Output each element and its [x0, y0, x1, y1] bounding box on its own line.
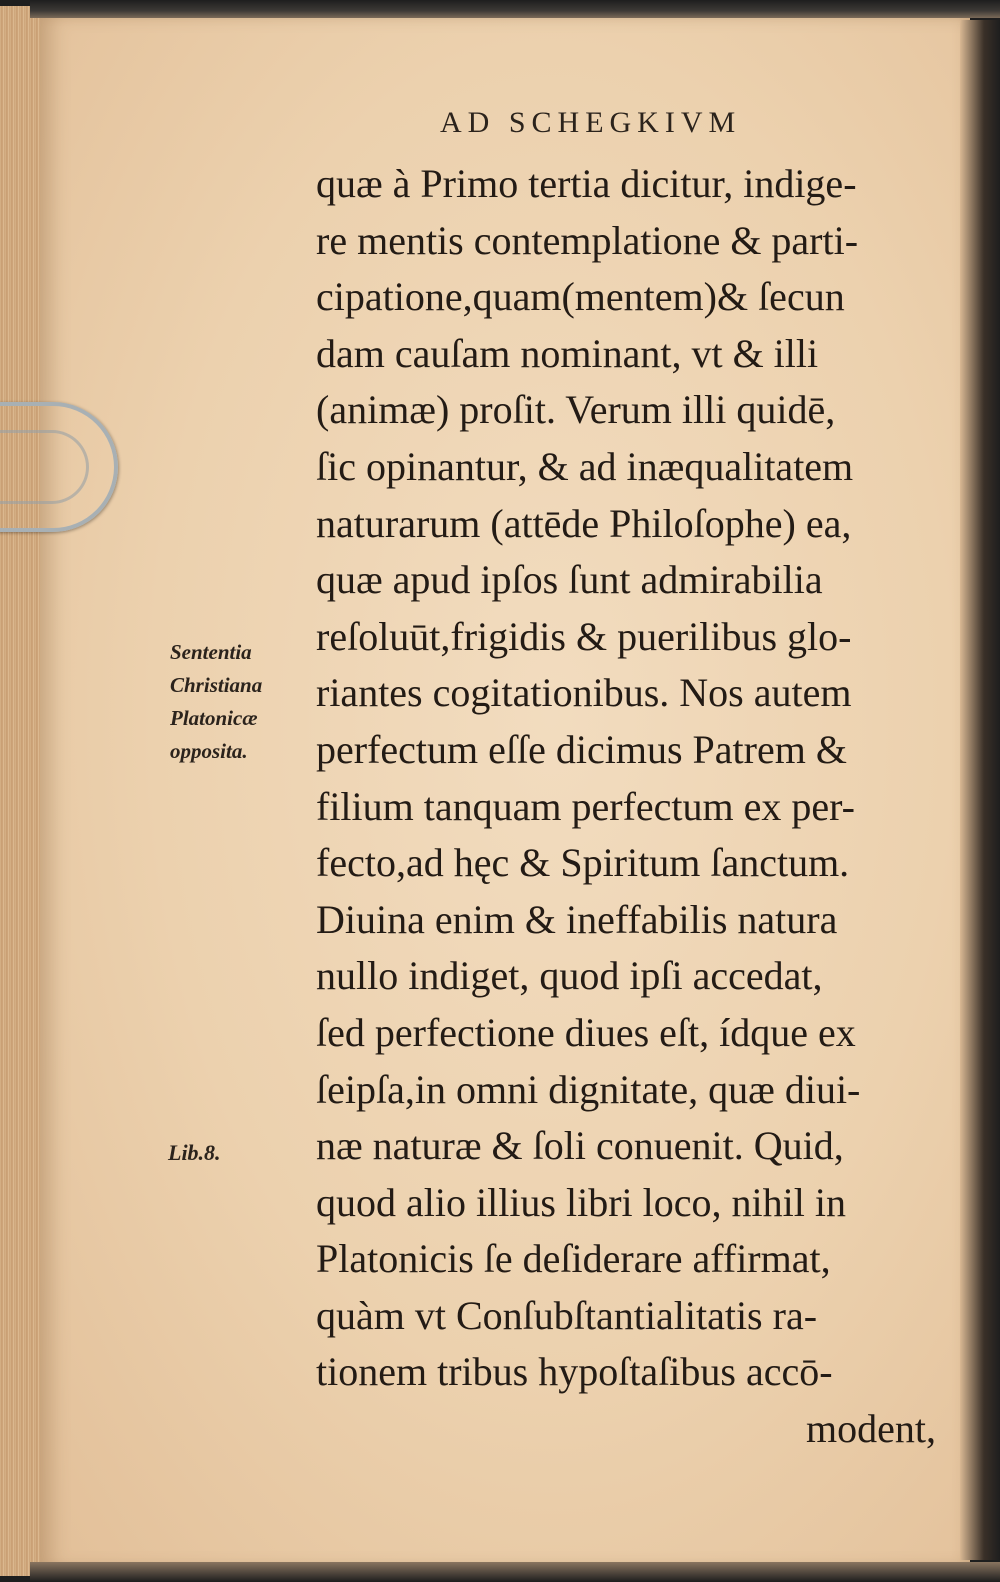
- text-line: dam cauſam nominant, vt & illi: [316, 330, 819, 376]
- text-line: quæ apud ipſos ſunt admirabilia: [316, 557, 823, 603]
- running-head: AD SCHEGKIVM: [440, 106, 742, 139]
- paper-clip-inner-loop: [0, 430, 89, 504]
- bottom-page-edge: [30, 1562, 1000, 1582]
- margin-note: [170, 636, 262, 768]
- margin-note-line: Platonicæ: [170, 706, 258, 730]
- margin-note-line: opposita.: [170, 739, 248, 763]
- text-line: naturarum (attēde Philoſophe) ea,: [316, 500, 852, 546]
- catchword-line: modent,: [806, 1406, 936, 1452]
- text-line: ſed perfectione diues eſt, ídque ex: [316, 1009, 856, 1055]
- text-line: quod alio illius libri loco, nihil in: [316, 1179, 846, 1225]
- text-line: Platonicis ſe deſiderare affirmat,: [316, 1236, 831, 1282]
- right-page-edge: [960, 20, 1000, 1560]
- text-line: nullo indiget, quod ipſi accedat,: [316, 953, 823, 999]
- text-line: reſoluūt,frigidis & puerilibus glo-: [316, 613, 852, 659]
- text-line: riantes cogitationibus. Nos autem: [316, 670, 852, 716]
- text-line: (animæ) proſit. Verum illi quidē,: [316, 387, 836, 433]
- text-line: quæ à Primo tertia dicitur, indige-: [316, 161, 857, 206]
- text-line: næ naturæ & ſoli conuenit. Quid,: [316, 1123, 844, 1169]
- top-page-edge: [30, 0, 1000, 18]
- margin-note-line: Christiana: [170, 673, 263, 697]
- text-line: ſic opinantur, & ad inæqualitatem: [316, 443, 854, 489]
- text-line: tionem tribus hypoſtaſibus accō-: [316, 1349, 833, 1395]
- text-line: Diuina enim & ineffabilis natura: [316, 896, 838, 942]
- text-line: perfectum eſſe dicimus Patrem &: [316, 726, 847, 772]
- text-line: fecto,ad hęc & Spiritum ſanctum.: [316, 840, 850, 886]
- text-line: cipatione,quam(mentem)& ſecun: [316, 274, 845, 320]
- margin-reference: Lib.8.: [168, 1140, 221, 1165]
- text-line: re mentis contemplatione & parti-: [316, 217, 859, 263]
- text-line: ſeipſa,in omni dignitate, quæ diui-: [316, 1066, 861, 1112]
- body-text: [316, 156, 956, 1458]
- margin-note-line: Sententia: [170, 640, 252, 664]
- text-line: quàm vt Conſubſtantialitatis ra-: [316, 1292, 818, 1338]
- text-line: filium tanquam perfectum ex per-: [316, 783, 855, 829]
